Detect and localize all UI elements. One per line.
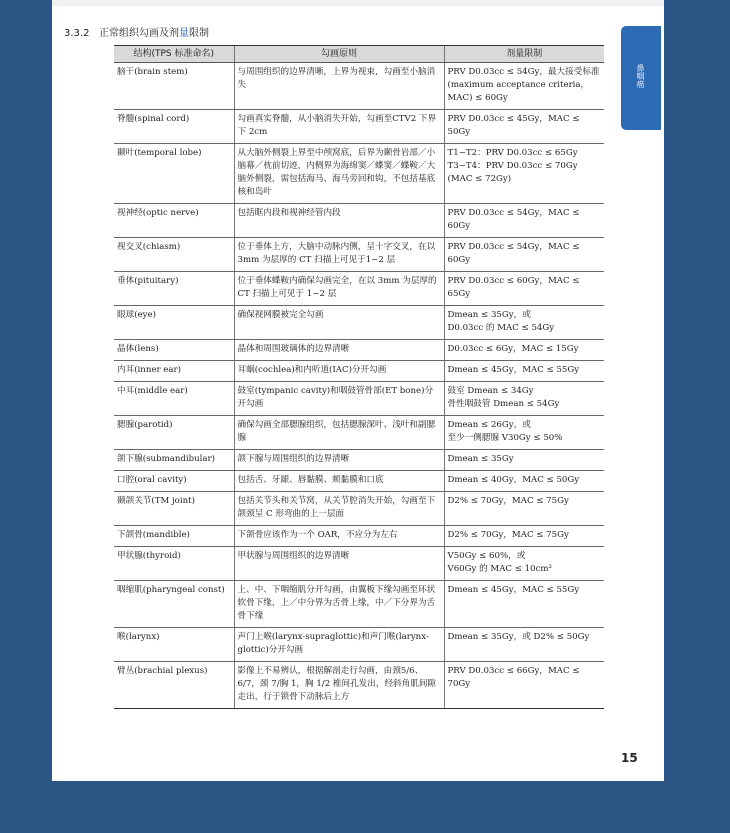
limit-cell: Dmean ≤ 40Gy，MAC ≤ 50Gy: [444, 471, 604, 492]
page-number: 15: [621, 751, 638, 765]
principle-cell: 从大脑外侧裂上界至中颅窝底，后界为颞骨岩部／小脑幕／枕前切迹，内侧界为海绵窦／蝶窦／蝶鞍／大脑外侧裂，需包括海马、海马旁回和钩，不包括基底核和岛叶: [234, 144, 444, 204]
header-principle: 勾画原则: [234, 46, 444, 63]
page-top-strip: [52, 0, 664, 6]
principle-cell: 晶体和周围玻璃体的边界清晰: [234, 340, 444, 361]
table-row: [114, 492, 604, 526]
table-row: [114, 450, 604, 471]
limit-cell: Dmean ≤ 26Gy，或 至少一侧腮腺 V30Gy ≤ 50%: [444, 416, 604, 450]
structure-cell: 眼球(eye): [114, 306, 234, 340]
table-row: [114, 361, 604, 382]
table-row: [114, 272, 604, 306]
principle-cell: 位于垂体上方，大脑中动脉内侧，呈十字交叉，在以 3mm 为层厚的 CT 扫描上可见于1~2 层: [234, 238, 444, 272]
chapter-side-tab[interactable]: [621, 26, 661, 130]
table-row: [114, 526, 604, 547]
limit-cell: PRV D0.03cc ≤ 66Gy，MAC ≤ 70Gy: [444, 662, 604, 709]
table-row: [114, 144, 604, 204]
structure-cell: 晶体(lens): [114, 340, 234, 361]
table-row: [114, 547, 604, 581]
principle-cell: 声门上喉(larynx-supraglottic)和声门喉(larynx-glottic)分开勾画: [234, 628, 444, 662]
limit-cell: D2% ≤ 70Gy，MAC ≤ 75Gy: [444, 526, 604, 547]
limit-cell: 鼓室 Dmean ≤ 34Gy 骨性咽鼓管 Dmean ≤ 54Gy: [444, 382, 604, 416]
structure-cell: 中耳(middle ear): [114, 382, 234, 416]
table-row: [114, 382, 604, 416]
table-row: [114, 471, 604, 492]
section-title-highlight: 量: [179, 28, 189, 39]
organ-dose-table: [114, 45, 604, 709]
limit-cell: Dmean ≤ 35Gy，或 D2% ≤ 50Gy: [444, 628, 604, 662]
principle-cell: 与周围组织的边界清晰，上界为视束，勾画至小脑消失: [234, 63, 444, 110]
structure-cell: 口腔(oral cavity): [114, 471, 234, 492]
principle-cell: 影像上不易辨认，根据解剖走行勾画，由颈5/6、6/7，颈 7/胸 1，胸 1/2 椎间孔发出，经斜角肌间隙走出，行于锁骨下动脉后上方: [234, 662, 444, 709]
limit-cell: PRV D0.03cc ≤ 45Gy，MAC ≤ 50Gy: [444, 110, 604, 144]
limit-cell: Dmean ≤ 45Gy，MAC ≤ 55Gy: [444, 581, 604, 628]
structure-cell: 脑干(brain stem): [114, 63, 234, 110]
principle-cell: 包括关节头和关节窝，从关节腔消失开始，勾画至下颌颈呈 C 形弯曲的上一层面: [234, 492, 444, 526]
limit-cell: PRV D0.03cc ≤ 54Gy，MAC ≤ 60Gy: [444, 204, 604, 238]
limit-cell: V50Gy ≤ 60%，或 V60Gy 的 MAC ≤ 10cm²: [444, 547, 604, 581]
structure-cell: 咽缩肌(pharyngeal const): [114, 581, 234, 628]
principle-cell: 下颌骨应该作为一个 OAR，不应分为左右: [234, 526, 444, 547]
section-title-tail: 限制: [189, 28, 209, 39]
table-row: [114, 581, 604, 628]
structure-cell: 视神经(optic nerve): [114, 204, 234, 238]
structure-cell: 喉(larynx): [114, 628, 234, 662]
structure-cell: 内耳(inner ear): [114, 361, 234, 382]
limit-cell: D0.03cc ≤ 6Gy，MAC ≤ 15Gy: [444, 340, 604, 361]
section-title-main: 正常组织勾画及剂: [99, 28, 179, 39]
section-number: 3.3.2: [64, 28, 90, 39]
table-row: [114, 110, 604, 144]
table-row: [114, 238, 604, 272]
principle-cell: 包括舌、牙龈、唇黏膜、颊黏膜和口底: [234, 471, 444, 492]
header-dose-limit: 剂量限制: [444, 46, 604, 63]
structure-cell: 颌下腺(submandibular): [114, 450, 234, 471]
principle-cell: 勾画真实脊髓，从小脑消失开始，勾画至CTV2 下界下 2cm: [234, 110, 444, 144]
structure-cell: 颞颌关节(TM joint): [114, 492, 234, 526]
structure-cell: 下颌骨(mandible): [114, 526, 234, 547]
limit-cell: PRV D0.03cc ≤ 60Gy，MAC ≤ 65Gy: [444, 272, 604, 306]
structure-cell: 颞叶(temporal lobe): [114, 144, 234, 204]
section-title: [64, 24, 209, 39]
principle-cell: 耳蜗(cochlea)和内听道(IAC)分开勾画: [234, 361, 444, 382]
table-row: [114, 63, 604, 110]
principle-cell: 颌下腺与周围组织的边界清晰: [234, 450, 444, 471]
table-row: [114, 340, 604, 361]
table-header-row: [114, 46, 604, 63]
principle-cell: 鼓室(tympanic cavity)和咽鼓管骨部(ET bone)分开勾画: [234, 382, 444, 416]
principle-cell: 甲状腺与周围组织的边界清晰: [234, 547, 444, 581]
limit-cell: Dmean ≤ 35Gy: [444, 450, 604, 471]
principle-cell: 位于垂体蝶鞍内确保勾画完全，在以 3mm 为层厚的 CT 扫描上可见于 1~2 层: [234, 272, 444, 306]
chapter-tab-label: 鼻咽癌: [636, 64, 645, 88]
table-row: [114, 416, 604, 450]
principle-cell: 包括眶内段和视神经管内段: [234, 204, 444, 238]
structure-cell: 腮腺(parotid): [114, 416, 234, 450]
principle-cell: 确保视网膜被完全勾画: [234, 306, 444, 340]
structure-cell: 甲状腺(thyroid): [114, 547, 234, 581]
limit-cell: PRV D0.03cc ≤ 54Gy，MAC ≤ 60Gy: [444, 238, 604, 272]
limit-cell: D2% ≤ 70Gy，MAC ≤ 75Gy: [444, 492, 604, 526]
limit-cell: T1~T2：PRV D0.03cc ≤ 65Gy T3~T4：PRV D0.03cc ≤ 70Gy (MAC ≤ 72Gy): [444, 144, 604, 204]
header-structure: 结构(TPS 标准命名): [114, 46, 234, 63]
structure-cell: 脊髓(spinal cord): [114, 110, 234, 144]
limit-cell: Dmean ≤ 35Gy，或 D0.03cc 的 MAC ≤ 54Gy: [444, 306, 604, 340]
limit-cell: PRV D0.03cc ≤ 54Gy，最大接受标准(maximum acceptance criteria，MAC) ≤ 60Gy: [444, 63, 604, 110]
structure-cell: 臂丛(brachial plexus): [114, 662, 234, 709]
structure-cell: 垂体(pituitary): [114, 272, 234, 306]
structure-cell: 视交叉(chiasm): [114, 238, 234, 272]
principle-cell: 确保勾画全部腮腺组织，包括腮腺深叶、浅叶和副腮腺: [234, 416, 444, 450]
table-row: [114, 662, 604, 709]
table-row: [114, 306, 604, 340]
table-row: [114, 628, 604, 662]
principle-cell: 上、中、下咽缩肌分开勾画，由翼板下缘勾画至环状软骨下缘，上／中分界为舌骨上缘，中／下分界为舌骨下缘: [234, 581, 444, 628]
limit-cell: Dmean ≤ 45Gy，MAC ≤ 55Gy: [444, 361, 604, 382]
table-row: [114, 204, 604, 238]
